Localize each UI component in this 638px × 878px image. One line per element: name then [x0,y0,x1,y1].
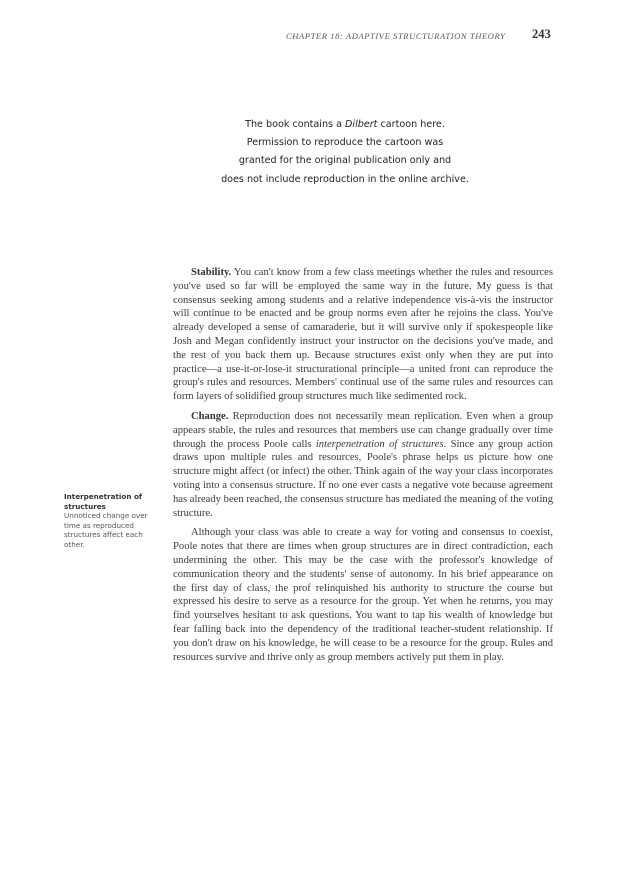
notice-line-3: granted for the original publication only and [238,155,452,167]
paragraph-stability-text: You can't know from a few class meetings whether the rules and resources you've used so far will be employed the same way in the future. My guess is that consensus seeking among students and a relative independence vis-à-vis the instructor will continue to be enacted and be group norms even after he rejoins the class. You've already developed a sense of camaraderie, but it will survive only if spokespeople like Josh and Megan confidently instruct your instructor on the decisions you've made, and the rest of you back them up. Because structures exist only when they are put into practice—a use-it-or-lose-it structurational principle—a united front can reproduce the group's rules and resources. Members' continual use of the same rules and resources can form layers of solidified group structures much like sedimented rock. [173,267,553,403]
page-number: 243 [532,27,551,41]
margin-note [64,492,156,550]
running-head: CHAPTER 18: ADAPTIVE STRUCTURATION THEORY [286,31,506,41]
run-in-heading-stability: Stability. [191,267,232,278]
paragraph-contradiction: Although your class was able to create a way for voting and consensus to coexist, Poole notes that there are times when group structures are in direct contradiction, each undermining the other. This may be the case with the professor's knowledge of communication theory and the students' sense of autonomy. In his brief appearance on the first day of class, the prof relinquished his authority to structure the course but expressed his desire to serve as a resource for the group. Yet when he returns, you may find yourselves hesitant to ask questions. You want to tap his wealth of knowledge but fear falling back into the dependency of the traditional teacher-student relationship. If you don't draw on his knowledge, he will cease to be a resource for the group. Rules and resources survive and thrive only as group members actively put them in play. [173,527,553,663]
run-in-heading-change: Change. [191,410,229,422]
notice-line-1-post: cartoon here. [377,119,445,130]
main-body-text [173,266,553,670]
margin-note-title: Interpenetration of structures [64,492,143,511]
paragraph-stability [173,266,553,404]
notice-line-2: Permission to reproduce the cartoon was [246,137,444,149]
paragraph-change-text-b: . Since any group action draws upon multiple rules and resources, Poole's phrase helps us picture how one structure might affect (or infect) the other. Think again of the way your class incorporates voting into a consensus structure. If no one ever casts a negative vote because agreement has already been reached, the consensus structure has mediated the meaning of the voting structure. [173,438,553,519]
term-interpenetration: interpenetration of structures [315,438,444,450]
notice-line-4: does not include reproduction in the online archive. [221,173,469,185]
margin-note-text: Unnoticed change over time as reproduced structures affect each other. [64,511,148,549]
notice-dilbert-title: Dilbert [345,119,378,130]
notice-line-1 [205,116,485,134]
notice-line-1-pre: The book contains a [245,119,346,130]
paragraph-change [173,410,553,520]
cartoon-permission-notice [205,116,485,189]
paragraph-change-text-a: Reproduction does not necessarily mean replication. Even when a group appears stable, the rules and resources that members use can change gradually over time through the process Poole calls [173,410,553,450]
